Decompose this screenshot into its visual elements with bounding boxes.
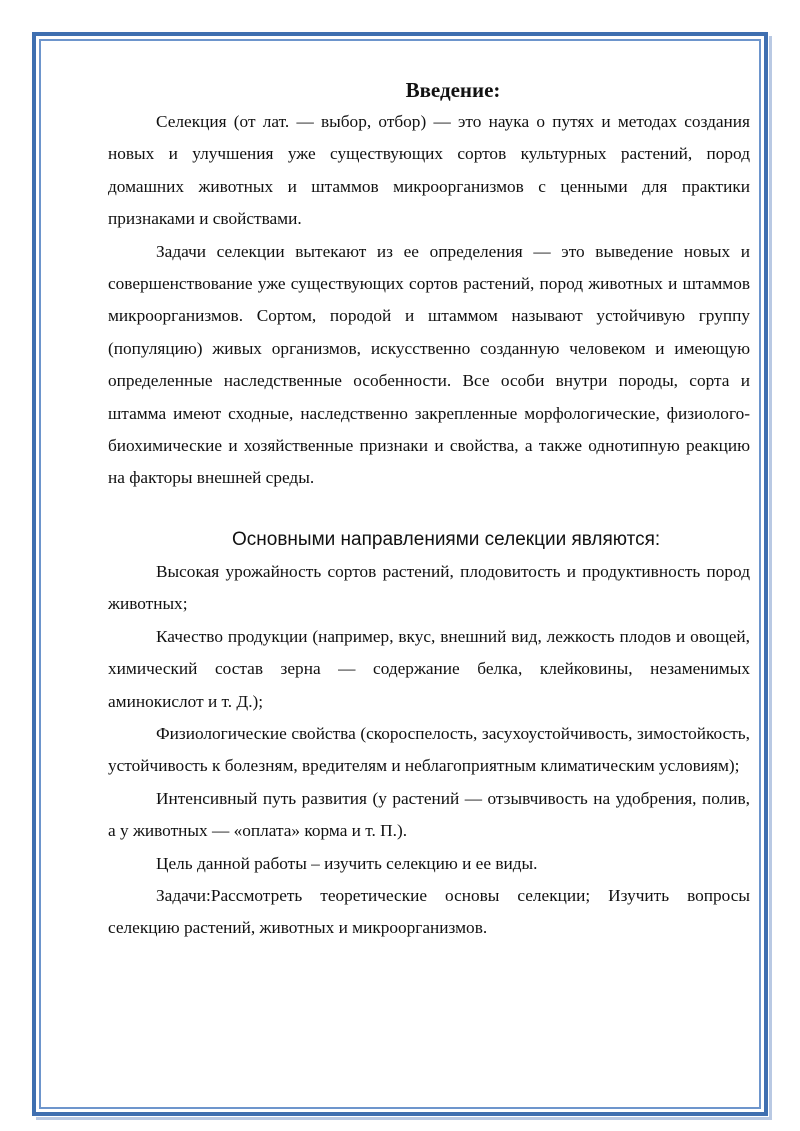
direction-item: Высокая урожайность сортов растений, плодовитость и продуктивность пород животных;	[108, 561, 750, 614]
document-body	[108, 74, 750, 945]
paragraph-definition: Селекция (от лат. — выбор, отбор) — это наука о путях и методах создания новых и улучшения уже существующих сортов культурных растений, пород домашних животных и штаммов микроорганизмов с ценными для практики признаками и свойствами.	[108, 112, 750, 229]
paragraph-objectives: Задачи:Рассмотреть теоретические основы селекции; Изучить вопросы селекцию растений, животных и микроорганизмов.	[108, 885, 750, 938]
direction-item: Качество продукции (например, вкус, внешний вид, лежкость плодов и овощей, химический состав зерна — содержание белка, клейковины, незаменимых аминокислот и т. Д.);	[108, 626, 750, 711]
section-subheading: Основными направлениями селекции являются:	[232, 528, 661, 550]
paragraph-tasks-of-selection: Задачи селекции вытекают из ее определения — это выведение новых и совершенствование уже существующих сортов растений, пород животных и штаммов микроорганизмов. Сортом, породой и штаммом называют устойчивую группу (популяцию) живых организмов, искусственно созданную человеком и имеющую определенные наследственные особенности. Все особи внутри породы, сорта и штамма имеют сходные, наследственно закрепленные морфологические, физиолого-биохимические и хозяйственные признаки и свойства, а также однотипную реакцию на факторы внешней среды.	[108, 241, 750, 488]
document-title: Введение:	[405, 78, 501, 102]
direction-item: Физиологические свойства (скороспелость, засухоустойчивость, зимостойкость, устойчивость к болезням, вредителям и неблагоприятным климатическим условиям);	[108, 723, 750, 776]
direction-item: Интенсивный путь развития (у растений — отзывчивость на удобрения, полив, а у животных — «оплата» корма и т. П.).	[108, 788, 750, 841]
paragraph-goal: Цель данной работы – изучить селекцию и ее виды.	[156, 853, 538, 873]
